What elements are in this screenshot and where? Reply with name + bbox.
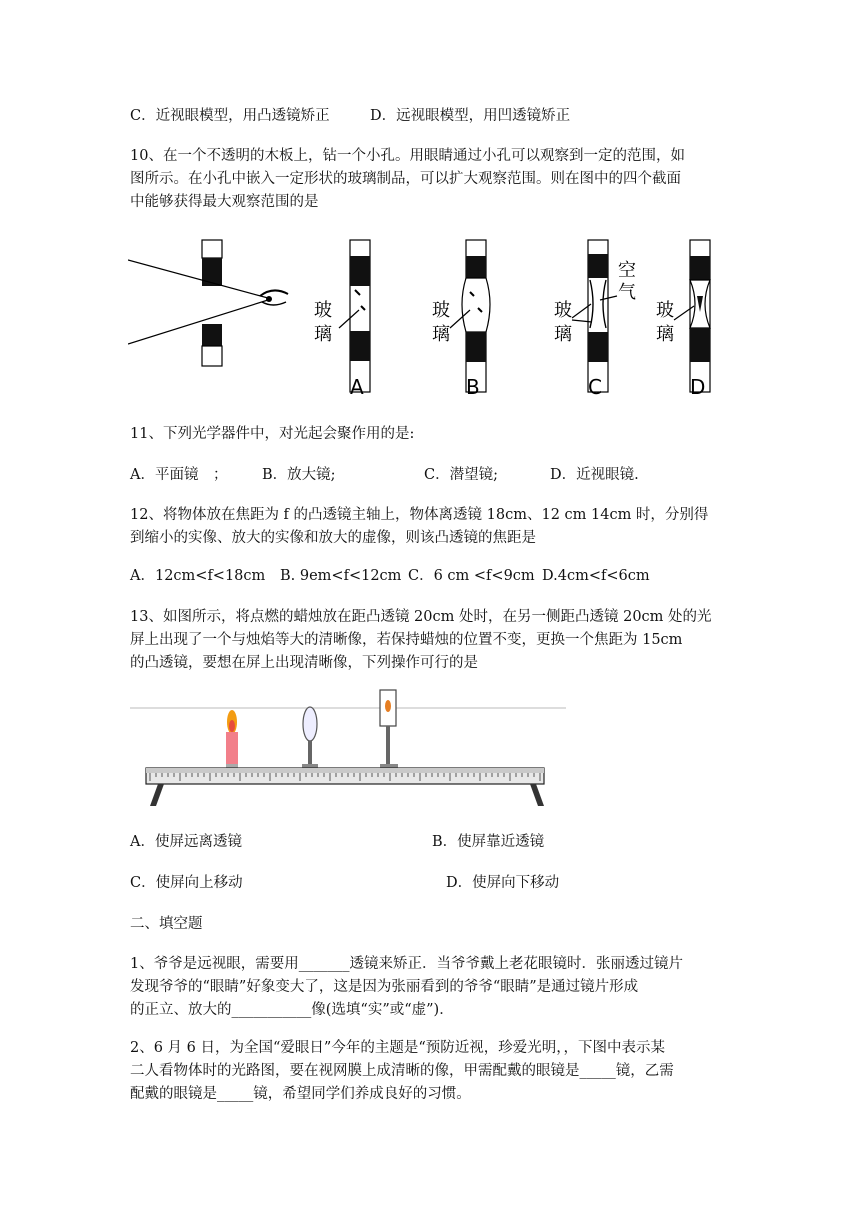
fill-1-line-3: 的正立、放大的___________像(选填“实”或“虚”)．	[130, 1002, 454, 1018]
q13-optical-bench-figure	[130, 684, 570, 814]
q13-option-b: B．使屏靠近透镜	[432, 834, 545, 850]
q13-option-a: A．使屏远离透镜	[130, 834, 242, 850]
q13-line-1: 13、如图所示，将点燃的蜡烛放在距凸透镜 20cm 处时，在另一侧距凸透镜 20cm 处的光	[130, 609, 712, 625]
q13-option-d: D．使屏向下移动	[446, 875, 560, 891]
q12-option-b: B. 9em<f<12cm	[280, 568, 402, 584]
q10-line-1: 10、在一个不透明的木板上，钻一个小孔。用眼睛通过小孔可以观察到一定的范围，如	[130, 148, 685, 164]
q11-stem: 11、下列光学器件中，对光起会聚作用的是:	[130, 426, 415, 442]
air-label-bottom: 气	[618, 282, 636, 303]
fill-2-line-1: 2、6 月 6 日，为全国“爱眼日”今年的主题是“预防近视，珍爱光明，，下图中表示某	[130, 1040, 665, 1056]
q12-line-2: 到缩小的实像、放大的实像和放大的虚像，则该凸透镜的焦距是	[130, 530, 536, 546]
optical-bench	[146, 768, 544, 806]
q9-option-d: D．远视眼模型，用凹透镜矫正	[370, 108, 571, 124]
q11-option-c: C．潜望镜;	[424, 467, 498, 483]
q9-option-c: C．近视眼模型，用凸透镜矫正	[130, 108, 330, 124]
glass-label-a-top: 玻	[314, 300, 332, 321]
fill-1-line-2: 发现爷爷的“眼睛”好象变大了，这是因为张丽看到的爷爷“眼睛”是通过镜片形成	[130, 979, 639, 995]
letter-a: A	[350, 375, 364, 399]
q10-line-2: 图所示。在小孔中嵌入一定形状的玻璃制品，可以扩大观察范围。则在图中的四个截面	[130, 171, 681, 187]
section-2-title: 二、填空题	[130, 916, 203, 932]
letter-d: D	[690, 375, 706, 399]
board-with-hole	[202, 240, 222, 366]
q12-line-1: 12、将物体放在焦距为 f 的凸透镜主轴上，物体离透镜 18cm、12 cm 14cm 时，分别得	[130, 507, 709, 523]
sight-ray-lower	[128, 300, 268, 344]
q13-option-c: C．使屏向上移动	[130, 875, 243, 891]
section-d	[656, 240, 710, 399]
section-b	[432, 240, 490, 399]
glass-label-d-bottom: 璃	[656, 324, 674, 345]
light-screen	[380, 690, 398, 768]
fill-2-line-3: 配戴的眼镜是_____镜，希望同学们养成良好的习惯。	[130, 1086, 471, 1102]
glass-label-d-top: 玻	[656, 300, 674, 321]
glass-label-b-top: 玻	[432, 300, 450, 321]
fill-1-line-1: 1、爷爷是远视眼，需要用_______透镜来矫正．当爷爷戴上老花眼镜时．张丽透过镜片	[130, 956, 683, 972]
q13-line-3: 的凸透镜，要想在屏上出现清晰像，下列操作可行的是	[130, 655, 478, 671]
q10-figure	[128, 236, 732, 400]
q13-line-2: 屏上出现了一个与烛焰等大的清晰像，若保持蜡烛的位置不变，更换一个焦距为 15cm	[130, 632, 683, 648]
glass-label-c-bottom: 璃	[554, 324, 572, 345]
q12-option-c: C．6 cm <f<9cm	[408, 568, 535, 584]
q12-option-d: D.4cm<f<6cm	[542, 568, 650, 584]
glass-label-a-bottom: 璃	[314, 324, 332, 345]
glass-label-b-bottom: 璃	[432, 324, 450, 345]
q10-line-3: 中能够获得最大观察范围的是	[130, 194, 319, 210]
letter-c: C	[588, 375, 602, 399]
candle	[226, 710, 238, 768]
air-label-top: 空	[618, 260, 636, 281]
q11-option-b: B．放大镜;	[262, 467, 336, 483]
q11-option-a: A．平面镜 ；	[130, 467, 228, 483]
convex-lens	[302, 707, 318, 768]
q12-option-a: A．12cm<f<18cm	[130, 568, 266, 584]
sight-ray-upper	[128, 260, 268, 298]
section-a	[314, 240, 370, 399]
q11-option-d: D．近视眼镜.	[550, 467, 639, 483]
fill-2-line-2: 二人看物体时的光路图，要在视网膜上成清晰的像，甲需配戴的眼镜是_____镜，乙需	[130, 1063, 674, 1079]
section-c	[554, 240, 636, 399]
eye-icon	[260, 290, 288, 305]
glass-label-c-top: 玻	[554, 300, 572, 321]
letter-b: B	[466, 375, 480, 399]
